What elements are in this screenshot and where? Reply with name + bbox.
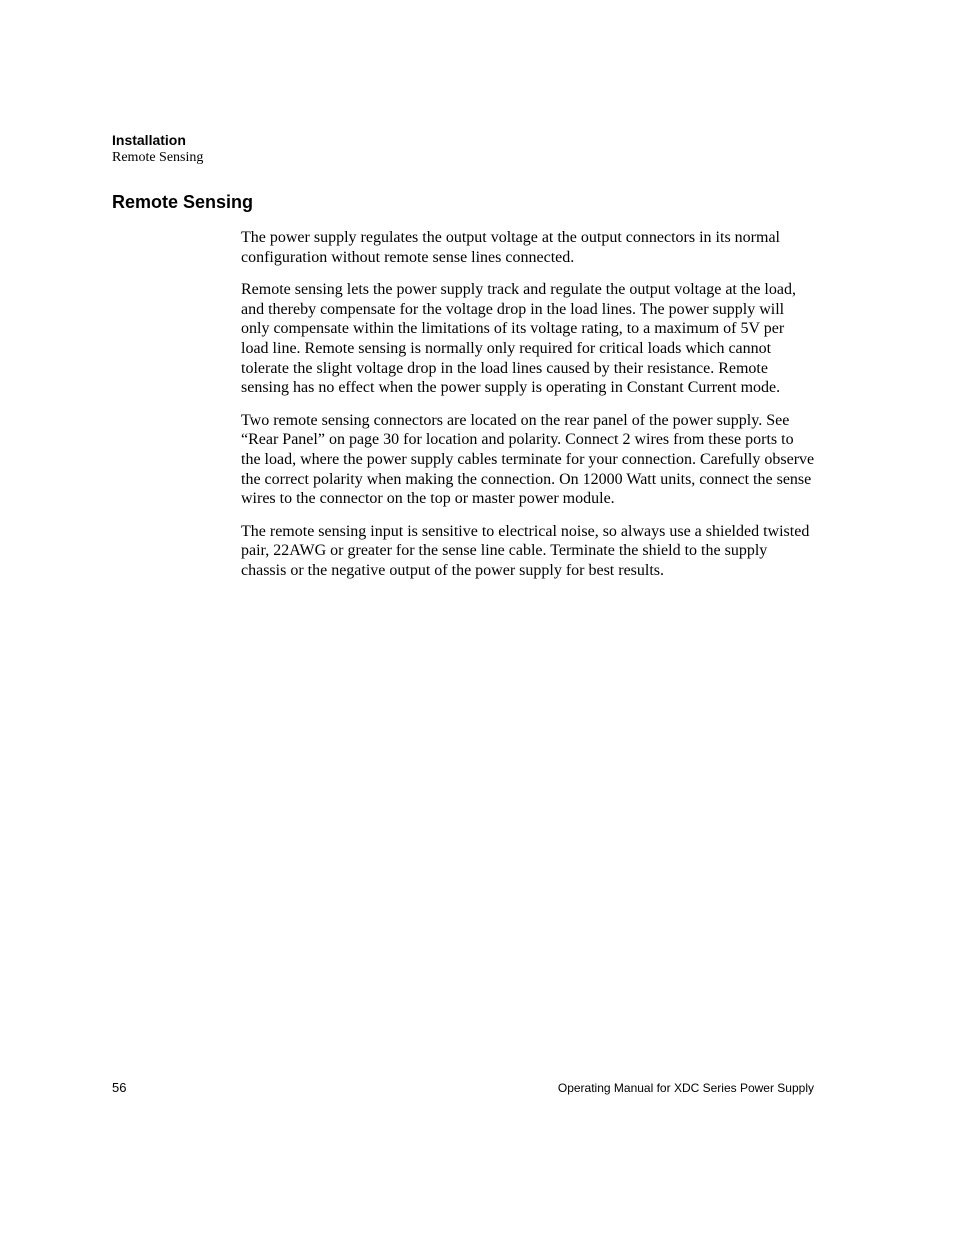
running-header-section: Remote Sensing xyxy=(112,150,204,165)
footer-manual-title: Operating Manual for XDC Series Power Supply xyxy=(557,1081,814,1095)
section-title: Remote Sensing xyxy=(112,192,254,212)
running-header-chapter: Installation xyxy=(112,132,186,148)
footer-page-number: 56 xyxy=(112,1080,127,1095)
paragraph-4: The remote sensing input is sensitive to electrical noise, so always use a shielded twisted pair, 22AWG or greater for the sense line cable. Terminate the shield to the supply chassis or the negative output of the power supply for best results. xyxy=(241,522,810,579)
paragraph-2: Remote sensing lets the power supply track and regulate the output voltage at the load, and thereby compensate for the voltage drop in the load lines. The power supply will only compensate within the limitations of its voltage rating, to a maximum of 5V per load line. Remote sensing is normally only required for critical loads which cannot tolerate the slight voltage drop in the load lines caused by their resistance. Remote sensing has no effect when the power supply is operating in Constant Current mode. xyxy=(241,281,796,397)
paragraph-3: Two remote sensing connectors are located on the rear panel of the power supply. See “Rear Panel” on page 30 for location and polarity. Connect 2 wires from these ports to the load, where the power supply cables terminate for your connection. Carefully observe the correct polarity when making the connection. On 12000 Watt units, connect the sense wires to the connector on the top or master power module. xyxy=(241,411,815,508)
paragraph-1: The power supply regulates the output voltage at the output connectors in its normal configuration without remote sense lines connected. xyxy=(241,229,780,266)
body-text xyxy=(241,228,815,594)
running-header xyxy=(112,131,203,167)
